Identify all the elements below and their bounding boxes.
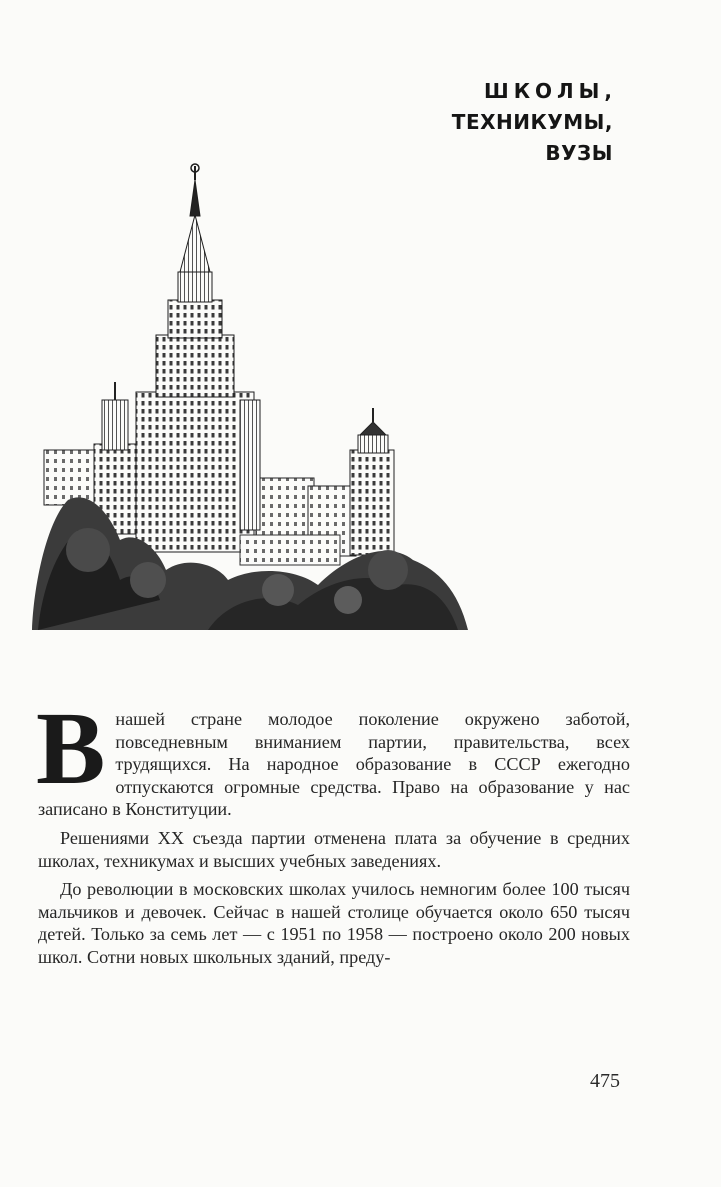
paragraph-3: До революции в московских школах училось немногим более 100 тысяч мальчиков и девочек. Сейчас в нашей столице обучается около 650 тысяч детей. Только за семь лет — с 1951 по 1958 — построено около 200 новых школ. Сотни новых школьных зданий, преду- (38, 879, 630, 967)
page-number: 475 (590, 1070, 620, 1092)
paragraph-1-text: нашей стране молодое поколение окружено заботой, повседневным вниманием партии, правительства, всех трудящихся. На народное образование в СССР ежегодно отпускаются огромные средства. Право на образование у нас записано в Конституции. (38, 709, 630, 820)
dropcap-letter: В (36, 691, 106, 806)
right-wing (256, 408, 394, 556)
university-tower-drawing-icon (28, 160, 476, 640)
body-text (36, 691, 630, 975)
paragraph-2: Решениями XX съезда партии отменена плата за обучение в средних школах, техникумах и высших учебных заведениях. (38, 827, 630, 871)
chapter-title-line-3: ВУЗЫ (545, 141, 613, 165)
chapter-title-line-1: ШКОЛЫ, (484, 79, 617, 103)
chapter-title (451, 76, 617, 169)
paragraph-1 (36, 691, 630, 821)
lower-pavilion (240, 535, 340, 565)
chapter-title-line-2: ТЕХНИКУМЫ, (451, 110, 613, 134)
main-tower (136, 164, 260, 552)
